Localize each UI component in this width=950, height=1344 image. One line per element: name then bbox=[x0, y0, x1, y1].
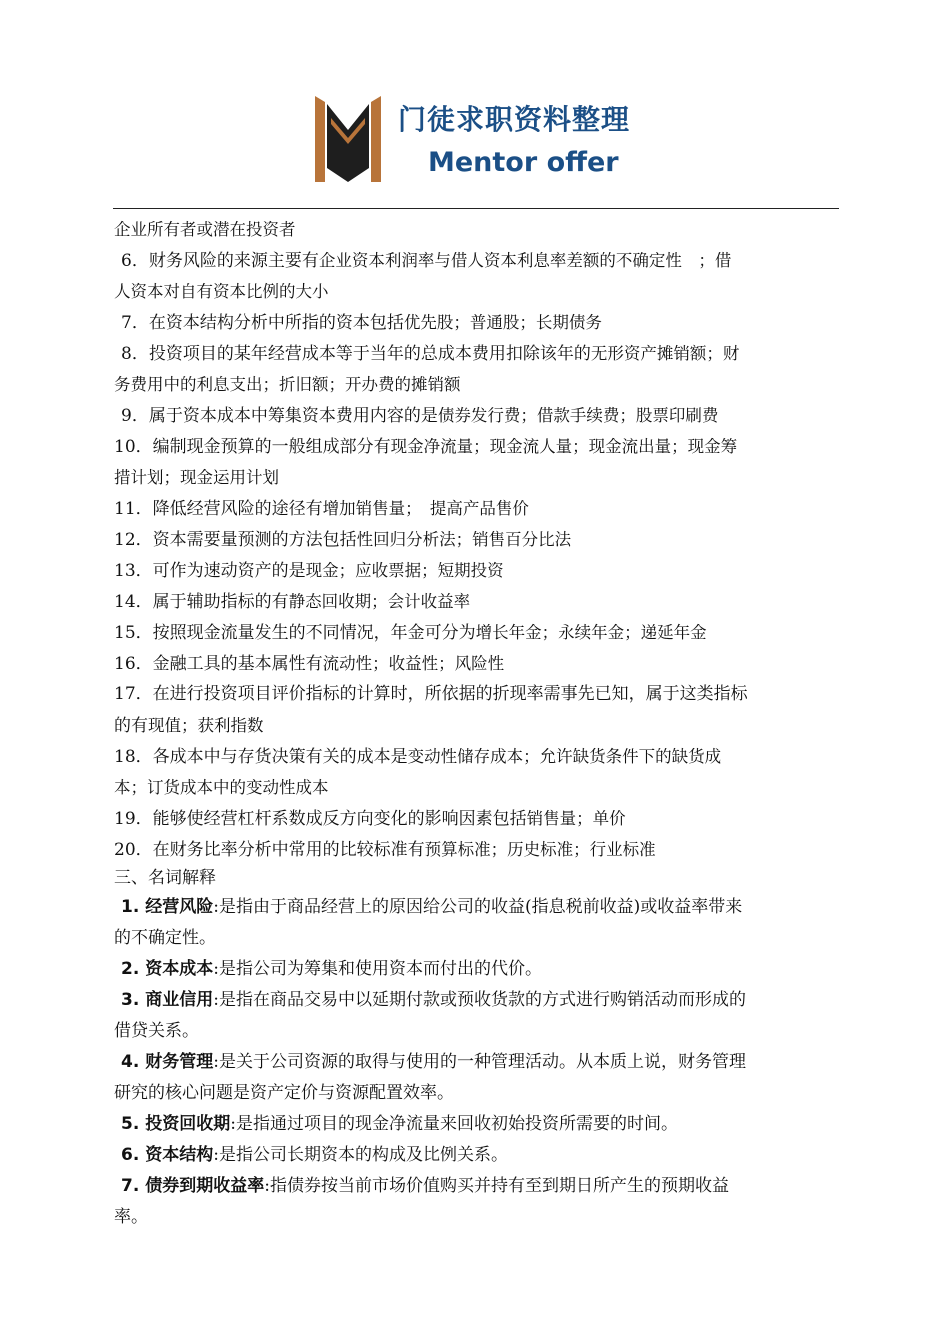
list-item: 8．投资项目的某年经营成本等于当年的总成本费用扣除该年的无形资产摊销额；财 bbox=[121, 344, 740, 364]
definition-item: 4. 财务管理:是关于公司资源的取得与使用的一种管理活动。从本质上说，财务管理 bbox=[121, 1052, 746, 1072]
list-item: 11．降低经营风险的途径有增加销售量； 提高产品售价 bbox=[114, 499, 529, 519]
list-item-cont: 人资本对自有资本比例的大小 bbox=[114, 282, 329, 301]
term: 1. 经营风险 bbox=[121, 897, 214, 917]
definition-item: 6. 资本结构:是指公司长期资本的构成及比例关系。 bbox=[121, 1145, 508, 1165]
term: 3. 商业信用 bbox=[121, 990, 214, 1010]
list-item: 17．在进行投资项目评价指标的计算时，所依据的折现率需事先已知，属于这类指标 bbox=[114, 684, 748, 704]
term: 5. 投资回收期 bbox=[121, 1114, 231, 1134]
list-item: 14．属于辅助指标的有静态回收期；会计收益率 bbox=[114, 592, 471, 612]
list-item-cont: 本；订货成本中的变动性成本 bbox=[114, 778, 329, 797]
list-item: 15．按照现金流量发生的不同情况，年金可分为增长年金；永续年金；递延年金 bbox=[114, 623, 707, 643]
term: 2. 资本成本 bbox=[121, 959, 214, 979]
list-item: 20．在财务比率分析中常用的比较标准有预算标准；历史标准；行业标准 bbox=[114, 840, 656, 860]
brand-title-cn: 门徒求职资料整理 bbox=[398, 103, 631, 136]
mentor-logo-icon bbox=[313, 94, 383, 184]
list-item bbox=[114, 214, 838, 245]
list-item-cont: 务费用中的利息支出；折旧额；开办费的摊销额 bbox=[114, 375, 461, 394]
definition-item: 2. 资本成本:是指公司为筹集和使用资本而付出的代价。 bbox=[121, 959, 542, 979]
list-item: 16．金融工具的基本属性有流动性；收益性；风险性 bbox=[114, 654, 505, 674]
header-divider bbox=[113, 208, 839, 209]
term: 6. 资本结构 bbox=[121, 1145, 214, 1165]
definition-cont: 率。 bbox=[114, 1207, 148, 1227]
list-item: 9．属于资本成本中筹集资本费用内容的是债券发行费；借款手续费；股票印刷费 bbox=[121, 406, 719, 426]
list-item: 13．可作为速动资产的是现金；应收票据；短期投资 bbox=[114, 561, 504, 581]
definition-item: 7. 债券到期收益率:指债券按当前市场价值购买并持有至到期日所产生的预期收益 bbox=[121, 1176, 729, 1196]
list-item: 10．编制现金预算的一般组成部分有现金净流量；现金流人量；现金流出量；现金筹 bbox=[114, 437, 738, 457]
definition-item: 1. 经营风险:是指由于商品经营上的原因给公司的收益(指息税前收益)或收益率带来 bbox=[121, 897, 743, 917]
list-item-cont: 措计划；现金运用计划 bbox=[114, 468, 279, 487]
section-heading: 三、名词解释 bbox=[114, 868, 216, 888]
list-item-cont: 的有现值；获利指数 bbox=[114, 716, 264, 736]
answer-text: 企业所有者或潜在投资者 bbox=[114, 220, 296, 239]
document-body bbox=[114, 214, 838, 1233]
definition-item: 5. 投资回收期:是指通过项目的现金净流量来回收初始投资所需要的时间。 bbox=[121, 1114, 678, 1134]
definition-cont: 借贷关系。 bbox=[114, 1021, 199, 1041]
definition-cont: 的不确定性。 bbox=[114, 928, 216, 948]
term: 7. 债券到期收益率 bbox=[121, 1176, 265, 1196]
list-item: 6．财务风险的来源主要有企业资本利润率与借人资本利息率差额的不确定性 ；借 bbox=[121, 251, 732, 271]
list-item: 19．能够使经营杠杆系数成反方向变化的影响因素包括销售量；单价 bbox=[114, 809, 626, 829]
page-header bbox=[0, 0, 950, 210]
list-item: 18．各成本中与存货决策有关的成本是变动性储存成本；允许缺货条件下的缺货成 bbox=[114, 747, 722, 767]
brand-title-en: Mentor offer bbox=[428, 147, 619, 178]
list-item: 7．在资本结构分析中所指的资本包括优先股；普通股；长期债务 bbox=[121, 313, 602, 333]
list-item: 12．资本需要量预测的方法包括性回归分析法；销售百分比法 bbox=[114, 530, 572, 550]
term: 4. 财务管理 bbox=[121, 1052, 214, 1072]
definition-item: 3. 商业信用:是指在商品交易中以延期付款或预收货款的方式进行购销活动而形成的 bbox=[121, 990, 746, 1010]
definition-cont: 研究的核心问题是资产定价与资源配置效率。 bbox=[114, 1083, 454, 1103]
